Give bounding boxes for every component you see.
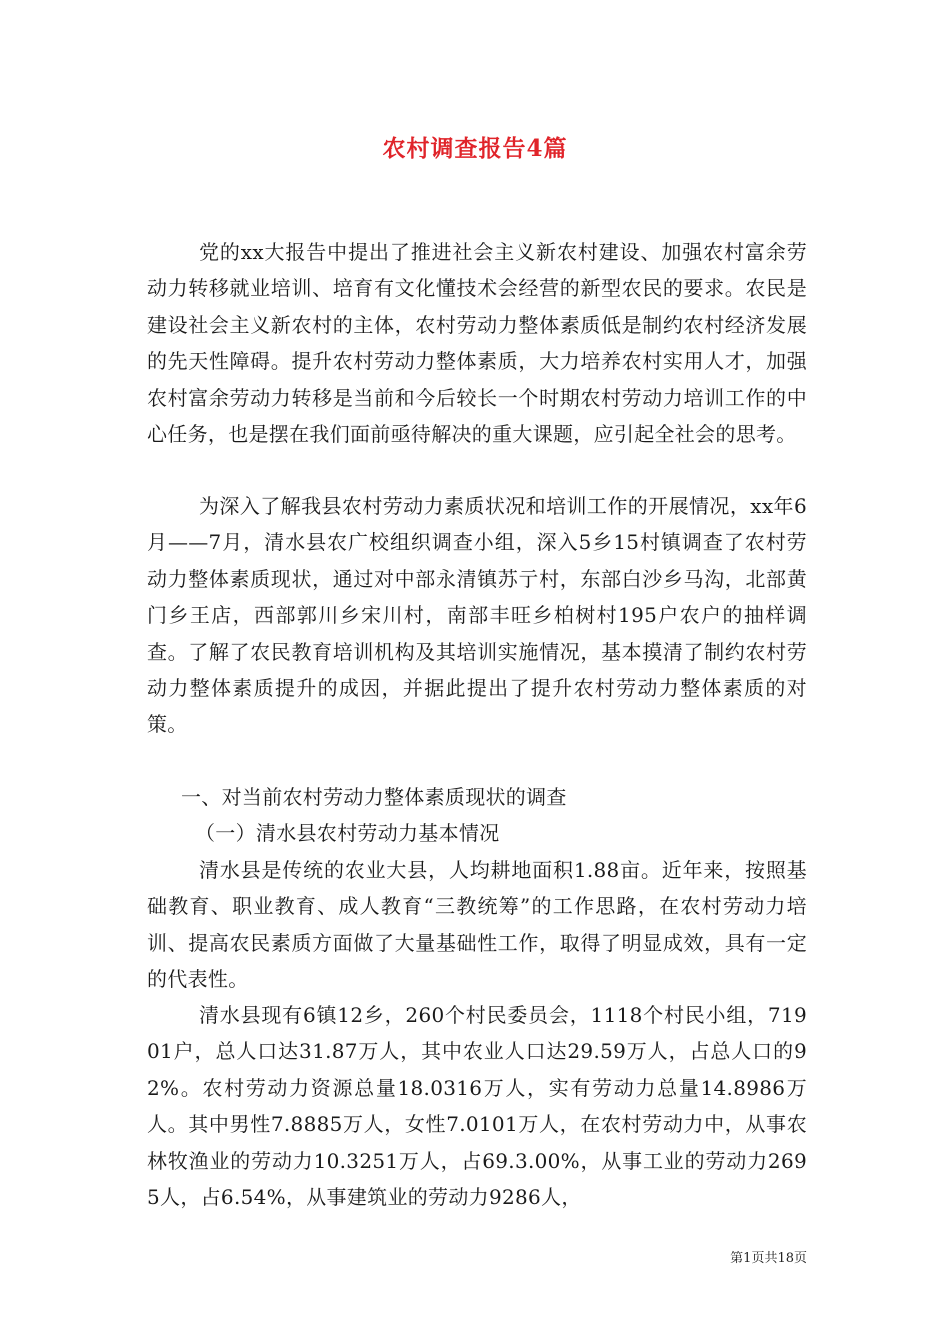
body-paragraph-survey: 为深入了解我县农村劳动力素质状况和培训工作的开展情况，xx年6月——7月，清水县农广校组织调查小组，深入5乡15村镇调查了农村劳动力整体素质现状，通过对中部永清镇苏亍村，东部白沙乡马沟，北部黄门乡王店，西部郭川乡宋川村，南部丰旺乡柏树村195户农户的抽样调查。了解了农民教育培训机构及其培训实施情况，基本摸清了制约农村劳动力整体素质提升的成因，并据此提出了提升农村劳动力整体素质的对策。 [147, 494, 807, 737]
page-title: 农村调查报告4篇 [382, 135, 568, 162]
section-heading-1: 一、对当前农村劳动力整体素质现状的调查 [181, 785, 567, 809]
body-paragraph-statistics: 清水县现有6镇12乡，260个村民委员会，1118个村民小组，71901户，总人口达31.87万人，其中农业人口达29.59万人，占总人口的92%。农村劳动力资源总量18.0316万人，实有劳动力总量14.8986万人。其中男性7.8885万人，女性7.0101万人，在农村劳动力中，从事农林牧渔业的劳动力10.3251万人，占69.3.00%，从事工业的劳动力2695人，占6.54%，从事建筑业的劳动力9286人， [147, 1003, 807, 1210]
page-number: 第1页共18页 [730, 1251, 807, 1266]
body-paragraph-intro: 党的xx大报告中提出了推进社会主义新农村建设、加强农村富余劳动力转移就业培训、培育有文化懂技术会经营的新型农民的要求。农民是建设社会主义新农村的主体，农村劳动力整体素质低是制约农村经济发展的先天性障碍。提升农村劳动力整体素质，大力培养农村实用人才，加强农村富余劳动力转移是当前和今后较长一个时期农村劳动力培训工作的中心任务，也是摆在我们面前亟待解决的重大课题，应引起全社会的思考。 [147, 240, 807, 447]
body-paragraph-county: 清水县是传统的农业大县，人均耕地面积1.88亩。近年来，按照基础教育、职业教育、成人教育“三教统筹”的工作思路，在农村劳动力培训、提高农民素质方面做了大量基础性工作，取得了明显成效，具有一定的代表性。 [147, 858, 807, 992]
subsection-heading-1: （一）清水县农村劳动力基本情况 [195, 821, 500, 845]
